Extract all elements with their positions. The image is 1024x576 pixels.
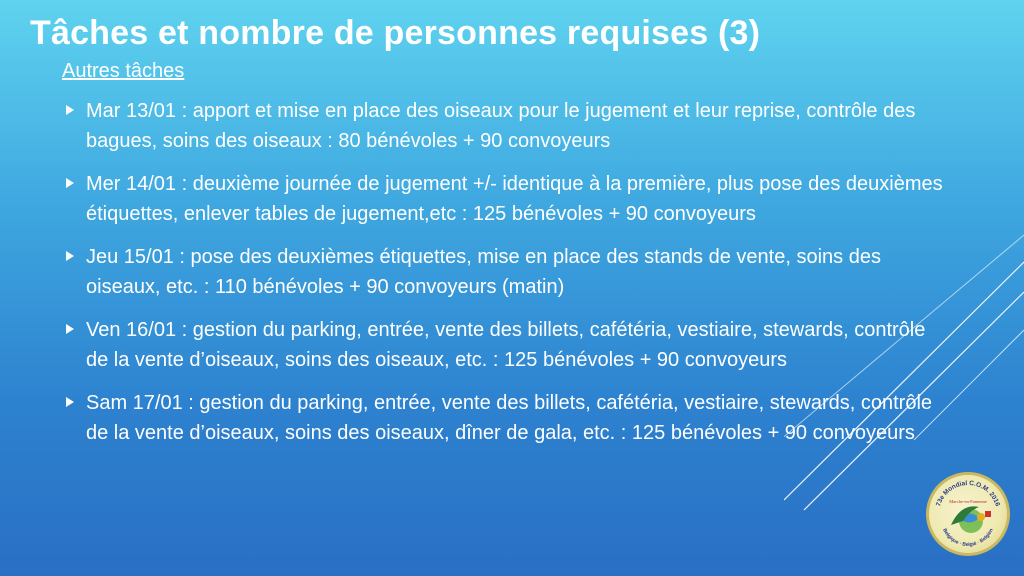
triangle-bullet-icon xyxy=(66,251,74,261)
task-item xyxy=(64,315,944,375)
logo-bottom-text: Belgique · België · Belgien xyxy=(941,527,995,549)
event-logo xyxy=(926,472,1010,556)
task-item xyxy=(64,96,944,156)
task-text: Mar 13/01 : apport et mise en place des oiseaux pour le jugement et leur reprise, contrôle des bagues, soins des oiseaux : 80 bénévoles + 90 convoyeurs xyxy=(86,100,916,152)
triangle-bullet-icon xyxy=(66,324,74,334)
task-item xyxy=(64,388,944,448)
task-list xyxy=(64,96,944,461)
slide-subtitle: Autres tâches xyxy=(62,60,185,82)
logo-top-text: 73e Mondial C.O.M. 2016 xyxy=(935,479,1001,508)
task-text: Jeu 15/01 : pose des deuxièmes étiquettes, mise en place des stands de vente, soins des oiseaux, etc. : 110 bénévoles + 90 convoyeurs (matin) xyxy=(86,246,881,298)
triangle-bullet-icon xyxy=(66,178,74,188)
task-item xyxy=(64,169,944,229)
logo-middle-text: Marche-en-Famenne xyxy=(949,499,987,504)
task-text: Sam 17/01 : gestion du parking, entrée, vente des billets, cafétéria, vestiaire, stewards, contrôle de la vente d’oiseaux, soins des oiseaux, dîner de gala, etc. : 125 bénévoles + 90 convoyeurs xyxy=(86,392,933,444)
triangle-bullet-icon xyxy=(66,105,74,115)
task-item xyxy=(64,242,944,302)
task-text: Ven 16/01 : gestion du parking, entrée, vente des billets, cafétéria, vestiaire, stewards, contrôle de la vente d’oiseaux, soins des oiseaux, etc. : 125 bénévoles + 90 convoyeurs xyxy=(86,319,926,371)
triangle-bullet-icon xyxy=(66,397,74,407)
task-text: Mer 14/01 : deuxième journée de jugement +/- identique à la première, plus pose des deuxièmes étiquettes, enlever tables de jugement,etc : 125 bénévoles + 90 convoyeurs xyxy=(86,173,943,225)
slide-title: Tâches et nombre de personnes requises (3) xyxy=(30,14,761,52)
event-logo-graphic xyxy=(929,475,1007,553)
